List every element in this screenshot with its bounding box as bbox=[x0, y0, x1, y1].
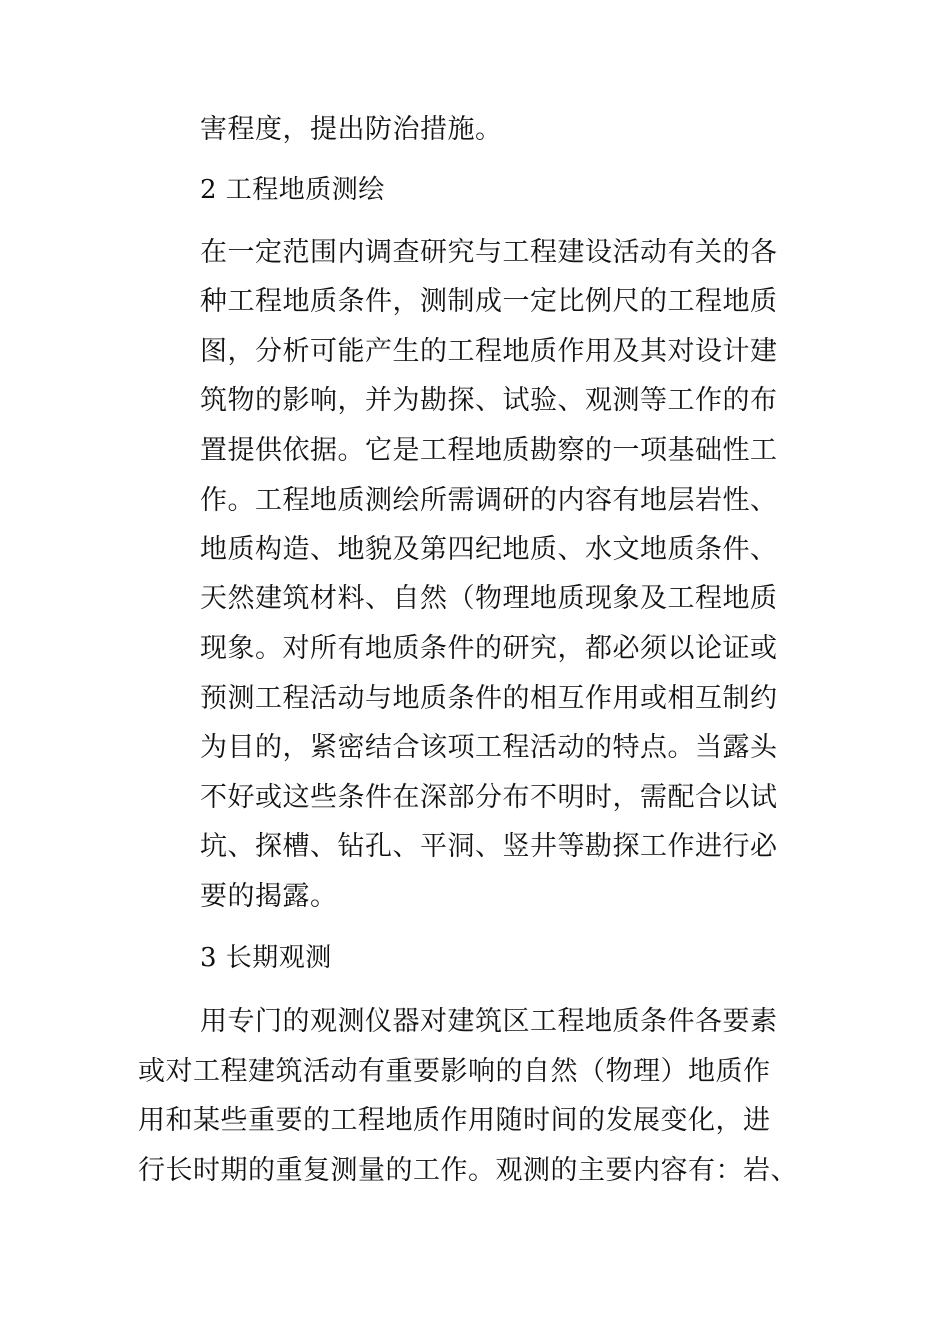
text-line: 在一定范围内调查研究与工程建设活动有关的各 bbox=[200, 237, 778, 268]
text-line: 用专门的观测仪器对建筑区工程地质条件各要素 bbox=[200, 1006, 778, 1037]
text-line: 图，分析可能产生的工程地质作用及其对设计建 bbox=[200, 336, 778, 367]
text-line: 筑物的影响，并为勘探、试验、观测等工作的布 bbox=[200, 385, 778, 416]
text-line: 坑、探槽、钻孔、平洞、竖井等勘探工作进行必 bbox=[200, 831, 778, 862]
text-line: 行长时期的重复测量的工作。观测的主要内容有：岩、 bbox=[138, 1155, 798, 1186]
text-line: 地质构造、地貌及第四纪地质、水文地质条件、 bbox=[200, 534, 778, 565]
text-line: 作。工程地质测绘所需调研的内容有地层岩性、 bbox=[200, 485, 778, 516]
text-line: 要的揭露。 bbox=[200, 881, 338, 912]
text-line: 置提供依据。它是工程地质勘察的一项基础性工 bbox=[200, 435, 778, 466]
text-line: 为目的，紧密结合该项工程活动的特点。当露头 bbox=[200, 732, 778, 763]
text-line: 天然建筑材料、自然（物理地质现象及工程地质 bbox=[200, 583, 778, 614]
text-line: 用和某些重要的工程地质作用随时间的发展变化，进 bbox=[138, 1105, 771, 1136]
section-heading: 2 工程地质测绘 bbox=[200, 175, 385, 205]
text-line: 或对工程建筑活动有重要影响的自然（物理）地质作 bbox=[138, 1056, 771, 1087]
text-line: 不好或这些条件在深部分布不明时，需配合以试 bbox=[200, 782, 778, 813]
section-heading: 3 长期观测 bbox=[200, 943, 332, 973]
paragraph-continuation: 害程度，提出防治措施。 bbox=[200, 114, 503, 145]
text-line: 种工程地质条件，测制成一定比例尺的工程地质 bbox=[200, 286, 778, 317]
text-line: 预测工程活动与地质条件的相互作用或相互制约 bbox=[200, 683, 778, 714]
text-line: 现象。对所有地质条件的研究，都必须以论证或 bbox=[200, 633, 778, 664]
